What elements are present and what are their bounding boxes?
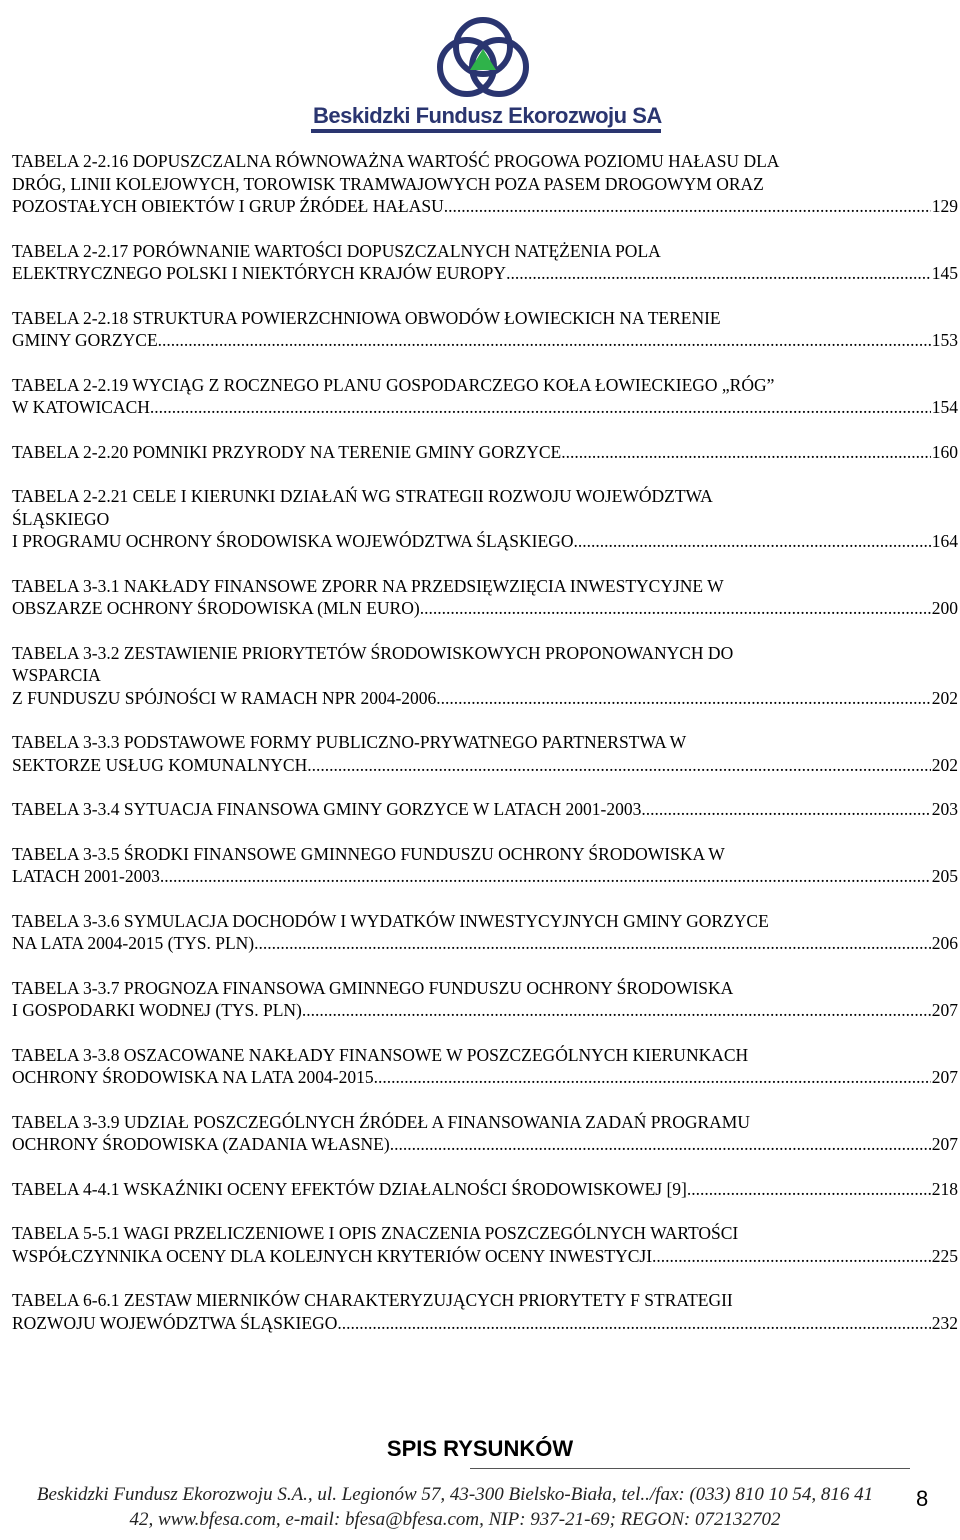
toc-dot-leader (420, 597, 931, 620)
toc-dot-leader (561, 441, 931, 464)
toc-entry-title-end: W KATOWICACH (12, 397, 150, 417)
toc-entry-title-end: Z FUNDUSZU SPÓJNOŚCI W RAMACH NPR 2004-2006 (12, 687, 437, 708)
toc-entry-last-line (12, 441, 958, 464)
toc-entry[interactable] (12, 731, 958, 776)
toc-dot-leader (573, 530, 930, 553)
toc-dot-leader (302, 999, 931, 1022)
toc-entry-last-line (12, 999, 958, 1022)
toc-entry-title-end: LATACH 2001-2003 (12, 866, 160, 886)
toc-dot-leader (307, 754, 931, 777)
toc-entry[interactable] (12, 1178, 958, 1201)
footer-divider (470, 1468, 910, 1469)
footer-address (0, 1482, 910, 1532)
footer-line-2: 42, www.bfesa.com, e-mail: bfesa@bfesa.com, NIP: 937-21-69; REGON: 072132702 (129, 1509, 781, 1530)
page-number: 8 (916, 1486, 929, 1511)
toc-page-number: 206 (931, 933, 958, 953)
logo-underline (311, 129, 661, 133)
toc-page-number: 232 (931, 1312, 958, 1333)
table-of-contents (12, 150, 958, 1356)
toc-entry-line: TABELA 3-3.6 SYMULACJA DOCHODÓW I WYDATKÓW INWESTYCYJNYCH GMINY GORZYCE (12, 910, 769, 931)
toc-entry[interactable] (12, 150, 958, 218)
logo-emblem-icon (433, 13, 533, 105)
toc-entry-line: DRÓG, LINII KOLEJOWYCH, TOROWISK TRAMWAJOWYCH POZA PASEM DROGOWYM ORAZ (12, 173, 764, 194)
toc-entry[interactable] (12, 307, 958, 352)
toc-dot-leader (337, 1312, 930, 1335)
toc-entry[interactable] (12, 642, 958, 710)
toc-entry-last-line (12, 687, 958, 710)
toc-entry-title-end: OCHRONY ŚRODOWISKA (ZADANIA WŁASNE) (12, 1134, 390, 1154)
toc-entry-line: TABELA 2-2.19 WYCIĄG Z ROCZNEGO PLANU GOSPODARCZEGO KOŁA ŁOWIECKIEGO „RÓG” (12, 374, 775, 395)
toc-page-number: 145 (931, 263, 958, 283)
toc-entry-title-end: ELEKTRYCZNEGO POLSKI I NIEKTÓRYCH KRAJÓW EUROPY (12, 263, 507, 283)
toc-entry-line: TABELA 3-3.1 NAKŁADY FINANSOWE ZPORR NA PRZEDSIĘWZIĘCIA INWESTYCYJNE W (12, 575, 724, 596)
toc-page-number: 160 (931, 441, 958, 462)
toc-page-number: 202 (931, 754, 958, 775)
toc-entry-line: WSPARCIA (12, 665, 101, 685)
toc-dot-leader (687, 1178, 931, 1201)
toc-entry-title-end: TABELA 2-2.20 POMNIKI PRZYRODY NA TERENIE GMINY GORZYCE (12, 441, 562, 462)
toc-entry-last-line (12, 798, 958, 821)
toc-entry-last-line (12, 1066, 958, 1089)
toc-entry-last-line (12, 530, 958, 553)
toc-page-number: 200 (931, 598, 958, 618)
toc-entry-title-end: GMINY GORZYCE (12, 330, 158, 350)
toc-entry-title-end: ROZWOJU WOJEWÓDZTWA ŚLĄSKIEGO (12, 1312, 338, 1333)
logo-text: Beskidzki Fundusz Ekorozwoju SA (313, 103, 662, 128)
toc-dot-leader (641, 798, 930, 821)
toc-entry-last-line (12, 195, 958, 218)
toc-entry-last-line (12, 597, 958, 620)
toc-entry-last-line (12, 932, 958, 955)
toc-entry-line: TABELA 3-3.8 OSZACOWANE NAKŁADY FINANSOWE W POSZCZEGÓLNYCH KIERUNKACH (12, 1044, 749, 1065)
toc-entry[interactable] (12, 910, 958, 955)
toc-entry-last-line (12, 865, 958, 888)
toc-entry-last-line (12, 754, 958, 777)
toc-entry-last-line (12, 1133, 958, 1156)
toc-page-number: 202 (931, 687, 958, 708)
toc-page-number: 218 (931, 1178, 958, 1199)
toc-entry-line: TABELA 3-3.5 ŚRODKI FINANSOWE GMINNEGO FUNDUSZU OCHRONY ŚRODOWISKA W (12, 843, 725, 864)
toc-page-number: 129 (931, 196, 958, 216)
toc-dot-leader (652, 1245, 931, 1268)
toc-entry[interactable] (12, 1111, 958, 1156)
toc-entry-line: TABELA 2-2.16 DOPUSZCZALNA RÓWNOWAŻNA WARTOŚĆ PROGOWA POZIOMU HAŁASU DLA (12, 151, 780, 171)
page-footer (0, 1468, 960, 1540)
toc-entry[interactable] (12, 843, 958, 888)
toc-entry[interactable] (12, 374, 958, 419)
toc-entry-line: TABELA 2-2.18 STRUKTURA POWIERZCHNIOWA OBWODÓW ŁOWIECKICH NA TERENIE (12, 307, 721, 328)
toc-entry-last-line (12, 262, 958, 285)
toc-entry[interactable] (12, 977, 958, 1022)
toc-page-number: 205 (931, 866, 958, 886)
toc-entry-title-end: SEKTORZE USŁUG KOMUNALNYCH (12, 754, 308, 775)
toc-entry[interactable] (12, 485, 958, 553)
toc-entry[interactable] (12, 1222, 958, 1267)
toc-entry-last-line (12, 1178, 958, 1201)
toc-page-number: 207 (931, 1134, 958, 1154)
toc-entry-line: TABELA 3-3.2 ZESTAWIENIE PRIORYTETÓW ŚRODOWISKOWYCH PROPONOWANYCH DO (12, 642, 734, 663)
toc-entry-title-end: POZOSTAŁYCH OBIEKTÓW I GRUP ŹRÓDEŁ HAŁASU (12, 196, 444, 216)
toc-entry-title-end: OCHRONY ŚRODOWISKA NA LATA 2004-2015 (12, 1067, 374, 1087)
toc-entry-title-end: WSPÓŁCZYNNIKA OCENY DLA KOLEJNYCH KRYTERIÓW OCENY INWESTYCJI (12, 1245, 653, 1266)
toc-dot-leader (160, 865, 931, 888)
toc-page-number: 225 (931, 1245, 958, 1266)
toc-entry-title-end: OBSZARZE OCHRONY ŚRODOWISKA (MLN EURO) (12, 598, 420, 618)
toc-entry-last-line (12, 396, 958, 419)
toc-entry-line: TABELA 2-2.17 PORÓWNANIE WARTOŚCI DOPUSZCZALNYCH NATĘŻENIA POLA (12, 240, 661, 261)
toc-entry-title-end: TABELA 3-3.4 SYTUACJA FINANSOWA GMINY GORZYCE W LATACH 2001-2003 (12, 799, 642, 819)
toc-entry[interactable] (12, 441, 958, 464)
toc-dot-leader (254, 932, 931, 955)
company-logo (305, 5, 665, 135)
toc-entry-line: TABELA 3-3.9 UDZIAŁ POSZCZEGÓLNYCH ŹRÓDEŁ A FINANSOWANIA ZADAŃ PROGRAMU (12, 1111, 750, 1132)
toc-entry-line: TABELA 6-6.1 ZESTAW MIERNIKÓW CHARAKTERYZUJĄCYCH PRIORYTETY F STRATEGII (12, 1290, 733, 1310)
toc-dot-leader (150, 396, 931, 419)
toc-dot-leader (390, 1133, 931, 1156)
toc-entry-title-end: TABELA 4-4.1 WSKAŹNIKI OCENY EFEKTÓW DZIAŁALNOŚCI ŚRODOWISKOWEJ [9] (12, 1178, 687, 1199)
toc-page-number: 153 (931, 330, 958, 350)
toc-page-number: 164 (931, 531, 958, 551)
toc-dot-leader (436, 687, 930, 710)
toc-entry-title-end: I PROGRAMU OCHRONY ŚRODOWISKA WOJEWÓDZTWA ŚLĄSKIEGO (12, 531, 574, 551)
section-title: SPIS RYSUNKÓW (386, 1436, 574, 1461)
toc-entry-line: TABELA 3-3.3 PODSTAWOWE FORMY PUBLICZNO-PRYWATNEGO PARTNERSTWA W (12, 732, 687, 752)
toc-entry-line: ŚLĄSKIEGO (12, 508, 110, 529)
toc-entry-last-line (12, 329, 958, 352)
toc-entry[interactable] (12, 1289, 958, 1334)
toc-dot-leader (374, 1066, 931, 1089)
toc-dot-leader (506, 262, 931, 285)
toc-entry-title-end: I GOSPODARKI WODNEJ (TYS. PLN) (12, 1000, 302, 1020)
toc-entry[interactable] (12, 1044, 958, 1089)
toc-page-number: 207 (931, 1067, 958, 1087)
toc-entry[interactable] (12, 240, 958, 285)
toc-page-number: 207 (931, 1000, 958, 1020)
toc-entry[interactable] (12, 798, 958, 821)
toc-dot-leader (444, 195, 931, 218)
toc-entry-title-end: NA LATA 2004-2015 (TYS. PLN) (12, 933, 255, 953)
toc-entry-line: TABELA 5-5.1 WAGI PRZELICZENIOWE I OPIS ZNACZENIA POSZCZEGÓLNYCH WARTOŚCI (12, 1223, 739, 1243)
toc-entry-last-line (12, 1245, 958, 1268)
footer-line-1: Beskidzki Fundusz Ekorozwoju S.A., ul. Legionów 57, 43-300 Bielsko-Biała, tel../fax: (033) 810 10 54, 816 41 (36, 1484, 874, 1505)
toc-entry-last-line (12, 1312, 958, 1335)
toc-page-number: 203 (931, 799, 958, 819)
toc-page-number: 154 (931, 397, 958, 417)
toc-entry[interactable] (12, 575, 958, 620)
toc-dot-leader (158, 329, 931, 352)
toc-entry-line: TABELA 2-2.21 CELE I KIERUNKI DZIAŁAŃ WG STRATEGII ROZWOJU WOJEWÓDZTWA (12, 486, 713, 506)
toc-entry-line: TABELA 3-3.7 PROGNOZA FINANSOWA GMINNEGO FUNDUSZU OCHRONY ŚRODOWISKA (12, 977, 734, 998)
